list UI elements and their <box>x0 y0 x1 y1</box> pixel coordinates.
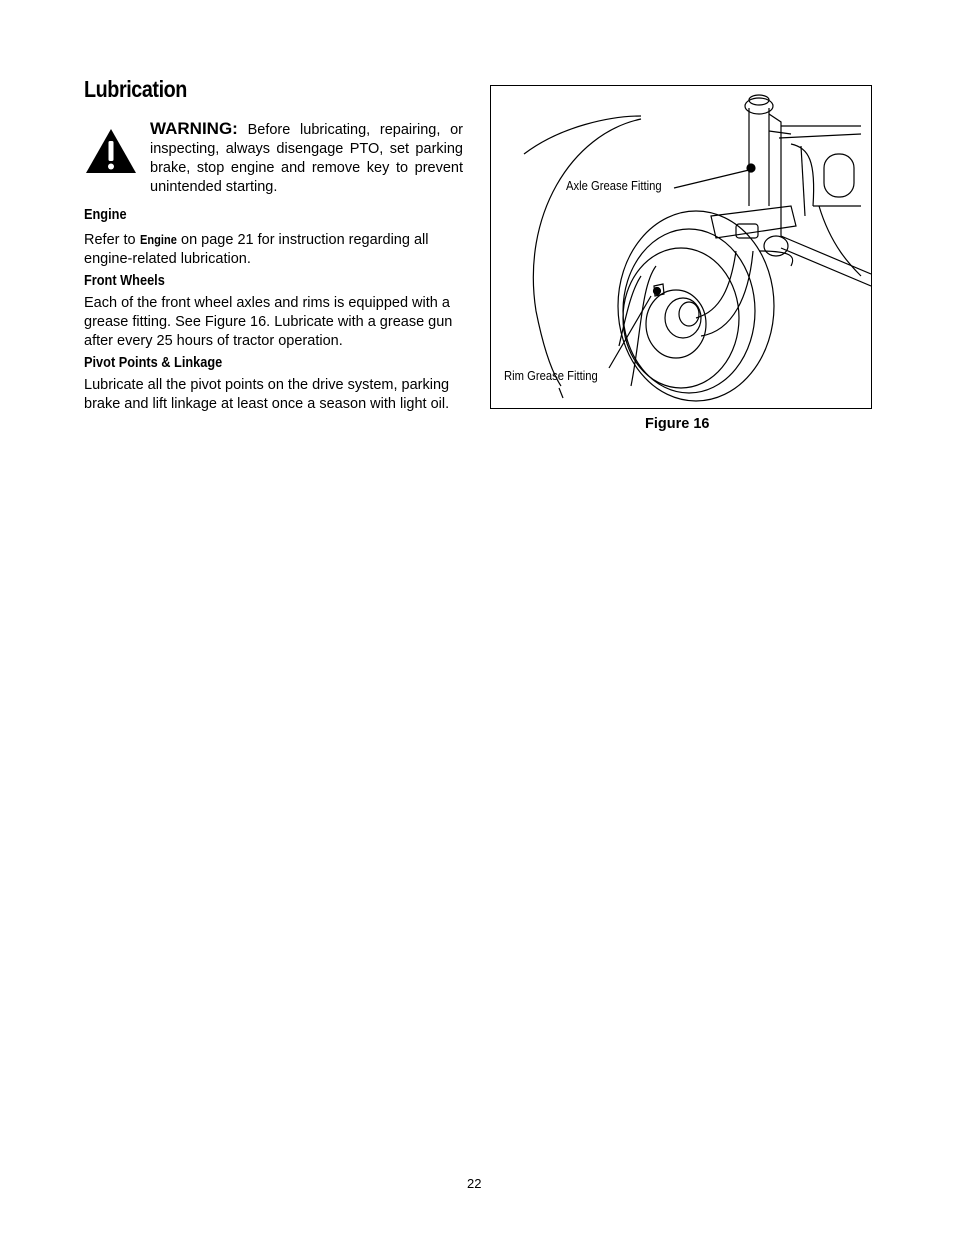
axle-grease-fitting-label: Axle Grease Fitting <box>566 179 662 193</box>
warning-body: Before lubricating, repairing, or inspecting, always disengage PTO, set parking brake, stop engine and remove key to prevent unintended starting. <box>150 122 463 195</box>
wheel-axle-drawing <box>491 86 871 408</box>
warning-label: WARNING: <box>150 119 238 138</box>
section-heading-front-wheels: Front Wheels <box>84 273 165 289</box>
page-title: Lubrication <box>84 76 187 102</box>
section-heading-engine: Engine <box>84 207 127 223</box>
engine-reference-link: Engine <box>139 232 177 247</box>
section-heading-pivot-points: Pivot Points & Linkage <box>84 355 223 371</box>
warning-text-block <box>150 119 463 197</box>
figure-16-illustration <box>490 85 872 409</box>
engine-text-before: Refer to <box>84 232 136 248</box>
section-text-pivot-points: Lubricate all the pivot points on the drive system, parking brake and lift linkage at least once a season with light oil. <box>84 377 450 412</box>
section-text-engine <box>84 230 464 269</box>
warning-exclamation-icon <box>84 127 138 175</box>
engine-text-after: on page 21 for instruction regarding all engine-related lubrication. <box>84 232 429 267</box>
page-number: 22 <box>467 1176 482 1191</box>
figure-caption: Figure 16 <box>645 416 710 432</box>
section-text-front-wheels: Each of the front wheel axles and rims is equipped with a grease fitting. See Figure 16. Lubricate with a grease gun after every 25 hours of tractor operation. <box>84 295 453 349</box>
rim-grease-fitting-label: Rim Grease Fitting <box>504 369 598 383</box>
